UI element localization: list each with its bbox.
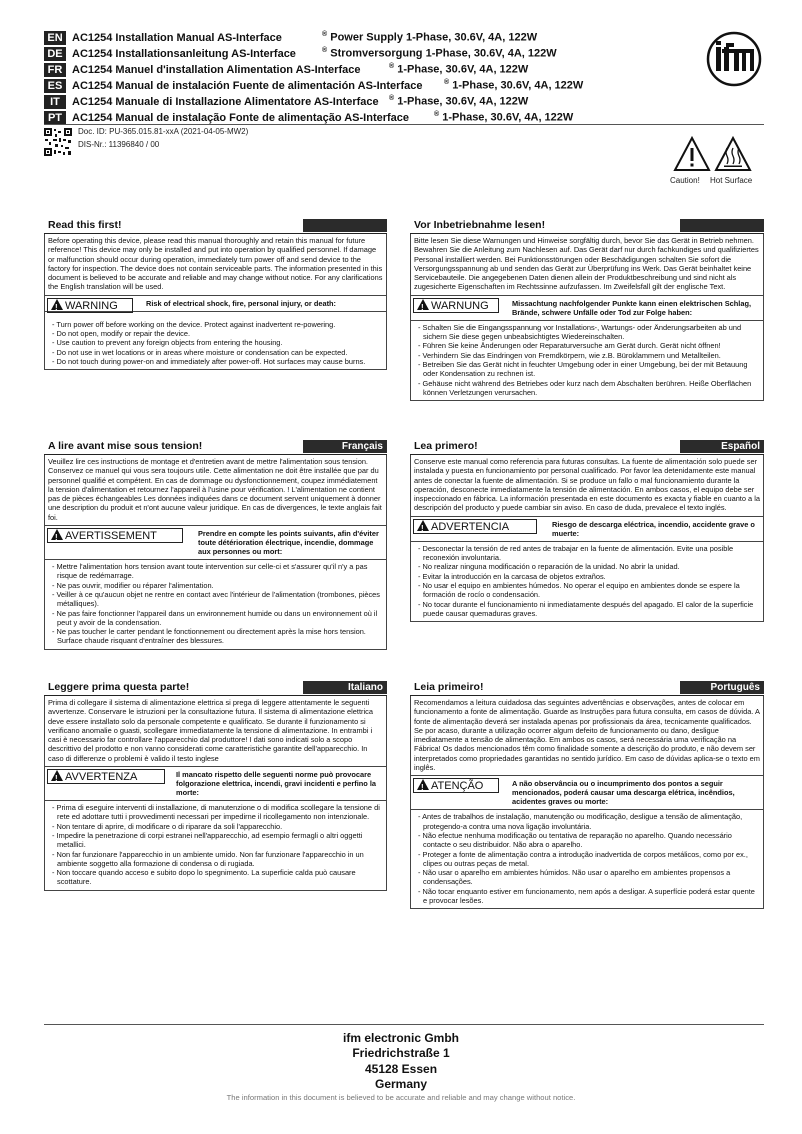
header-line-it: IT AC1254 Manuale di Installazione Alimentatore AS-Interface ® 1-Phase, 30.6V, 4A, 122W	[44, 95, 379, 111]
company-city: 45128 Essen	[364, 1062, 438, 1076]
list-item: - Turn power off before working on the device. Protect against inadvertent re-powering.	[52, 319, 336, 329]
language-tag	[303, 219, 387, 232]
list-item: - Não efectue nenhuma modificação ou tentativa de reparação no aparelho. Quando necessário contacte o seu distribuidor. Não abra o aparelho.	[418, 830, 732, 850]
warning-text: Il mancato rispetto delle seguenti norme può provocare folgorazione elettrica, incendi, gravi incidenti e perfino la morte:	[176, 770, 376, 798]
section-intro: Bitte lesen Sie diese Warnungen und Hinweise sorgfältig durch, bevor Sie das Gerät in Betrieb nehmen. Bewahren Sie die Anleitung zum Nachlesen auf. Das Gerät darf nur durch fachkundiges und qualifiziertes Personal installiert werden. Bei Funktionsstörungen oder Beschädigungen schalten Sie sofort die Versorgungsspannung ab und senden das Gerät zur Überprüfung ins Werk. Das Gerät beinhaltet keine Servicebauteile. Die angegebenen Daten dienen allein der Produktbeschreibung und sind nicht als zugesicherte Eigenschaften im Rechtssinne aufzufassen. Im Zweifelsfall gilt der englische Text.	[414, 236, 759, 292]
section-en	[44, 219, 387, 370]
list-item: - Não usar o aparelho em ambientes húmidos. Não usar o aparelho em ambientes propensos a condensações.	[418, 868, 731, 887]
list-item: - No realizar ninguna modificación o reparación de la unidad. No abrir la unidad.	[418, 562, 680, 572]
warning-triangle-icon: !	[51, 770, 63, 781]
section-de	[410, 219, 764, 401]
list-item: - Führen Sie keine Änderungen oder Reparaturversuche am Gerät durch. Gerät nicht öffnen!	[418, 341, 721, 351]
list-item: - Mettre l'alimentation hors tension avant toute intervention sur celle-ci et s'assurer qu'il n'y a pas risque de redémarrage.	[52, 562, 368, 581]
header-line-en: EN AC1254 Installation Manual AS-Interface ® Power Supply 1-Phase, 30.6V, 4A, 122W	[44, 31, 282, 47]
dis-number: DIS-Nr.: 11396840 / 00	[78, 140, 160, 149]
list-item: - Antes de trabalhos de instalação, manutenção ou modificação, desligue a tensão de alimentação, protegendo-a contra uma nova ligação involuntária.	[418, 812, 743, 831]
warning-list	[414, 323, 760, 397]
lang-code: IT	[44, 95, 66, 109]
language-tag: Español	[680, 440, 764, 453]
warning-badge: ! AVERTISSEMENT	[47, 528, 183, 543]
warning-triangle-icon: !	[417, 299, 429, 310]
warning-badge: ! AVVERTENZA	[47, 769, 165, 784]
section-title: Lea primero!	[414, 440, 478, 452]
caution-warning-icon	[673, 136, 711, 172]
header-line-fr: FR AC1254 Manuel d'installation Alimentation AS-Interface ® 1-Phase, 30.6V, 4A, 122W	[44, 63, 360, 79]
warning-triangle-icon: !	[417, 779, 429, 790]
qr-code-icon	[44, 128, 72, 156]
list-item: - Non toccare quando acceso e subito dopo lo spegnimento. La superficie calda può causare scottature.	[52, 868, 356, 887]
section-intro: Recomendamos a leitura cuidadosa das seguintes advertências e observações, antes de colocar em funcionamento a fonte de alimentação. Guarde as Instruções para futura consulta, em casos de dúvida. A fonte de alimentação deverá ser instalada apenas por profissionais da área, tecnicamente qualificados. Se por acaso, durante a utilização ocorrer algum defeito de funcionamento ou dano, desligue imediatamente a tensão de alimentação. Em ambos os casos, será necessária uma verificação na Fábrica! Os dados mencionados têm como finalidade somente a descrição do produto, e não devem ser interpretados como propriedades garantidas no sentido jurídico. Em caso de dúvidas aplica-se o texto em inglês.	[414, 698, 760, 773]
list-item: - Gehäuse nicht während des Betriebes oder kurz nach dem Abschalten berühren. Heiße Oberflächen können Verletzungen verursachen.	[418, 378, 752, 397]
list-item: - Veiller à ce qu'aucun objet ne rentre en contact avec l'intérieur de l'alimentation (trombones, pièces métalliques).	[52, 589, 380, 609]
hot-surface-label: Hot Surface	[710, 176, 753, 185]
section-title: Read this first!	[48, 219, 122, 231]
language-tag: Italiano	[303, 681, 387, 694]
header-rule	[44, 124, 764, 125]
company-name: ifm electronic Gmbh	[342, 1031, 460, 1045]
disclaimer: The information in this document is believed to be accurate and reliable and may change without notice.	[226, 1093, 576, 1102]
section-title: Leggere prima questa parte!	[48, 681, 190, 693]
list-item: - Não tocar enquanto estiver em funcionamento, nem após a desligar. A superfície poderá estar quente e provocar lesões.	[418, 886, 755, 906]
list-item: - Schalten Sie die Eingangsspannung vor Installations-, Wartungs- oder Änderungsarbeiten ab und sichern Sie diese gegen unbeabsichtigtes Wiedereinschalten.	[418, 322, 742, 342]
warning-list	[48, 562, 383, 646]
list-item: - Do not open, modify or repair the device.	[52, 329, 191, 339]
lang-code: DE	[44, 47, 66, 61]
hot-surface-icon	[714, 136, 752, 172]
warning-list	[48, 320, 383, 366]
warning-badge: ! ADVERTENCIA	[413, 519, 537, 534]
lang-code: FR	[44, 63, 66, 77]
caution-label: Caution!	[670, 176, 700, 185]
list-item: - Impedire la penetrazione di corpi estranei nell'apparecchio, ad esempio fermagli o altri oggetti metallici.	[52, 830, 363, 850]
warning-text: Prendre en compte les points suivants, afin d'éviter toute détérioration électrique, incendie, dommage aux personnes ou mort:	[198, 529, 379, 557]
lang-code: EN	[44, 31, 66, 45]
section-intro: Conserve este manual como referencia para futuras consultas. La fuente de alimentación solo puede ser instalada y puesta en funcionamiento por personal cualificado. Por favor lea detenidamente este manual antes de conectar la fuente de alimentación. Si se produce un fallo o mal funcionamiento durante la operación, desconecte inmediatamente la tensión de alimentación. En ambos casos, el equipo debe ser inspeccionado en fábrica. La información presentada en este documento es exacta y fiable en cuanto a la descripción del producto y puede cambiar sin aviso. En caso de duda, prevalece el texto inglés.	[414, 457, 760, 513]
header-line-de: DE AC1254 Installationsanleitung AS-Interface ® Stromversorgung 1-Phase, 30.6V, 4A, 122W	[44, 47, 296, 63]
list-item: - Proteger a fonte de alimentação contra a introdução inadvertida de corpos metálicos, como por ex., clipes ou outras peças de metal.	[418, 849, 748, 868]
warning-triangle-icon: !	[51, 529, 63, 540]
company-country: Germany	[374, 1077, 428, 1091]
warning-badge: ! WARNUNG	[413, 298, 499, 313]
section-title: A lire avant mise sous tension!	[48, 440, 203, 452]
list-item: - Ne pas toucher le carter pendant le fonctionnement ou directement après la mise hors tension. Surface chaude risquant d'entraîner des blessures.	[52, 627, 366, 646]
section-it	[44, 681, 387, 891]
list-item: - Evitar la introducción en la carcasa de objetos extraños.	[418, 571, 606, 581]
list-item: - Ne pas ouvrir, modifier ou réparer l'alimentation.	[52, 580, 214, 590]
language-tag: Português	[680, 681, 764, 694]
list-item: - Desconectar la tensión de red antes de trabajar en la fuente de alimentación. Evite una posible reconexión involuntaria.	[418, 543, 734, 563]
section-intro: Prima di collegare il sistema di alimentazione elettrica si prega di leggere attentamente le seguenti avvertenze. Conservare le istruzioni per la consultazione futura. Il sistema di alimentazione elettrica deve essere installato solo da personale competente e qualificato. Se durante il funzionamento si verificano anomalie o guasti, scollegare immediatamente la tensione di alimentazione. In entrambi i casi è necessario far controllare l'apparecchio dal produttore! I dati sono indicati solo a scopo descrittivo del prodotto e non vanno considerati come caratteristiche garantite dell'apparecchio. In caso di differenze o problemi è valido il testo inglese	[48, 698, 373, 763]
warning-badge: ! WARNING	[47, 298, 133, 313]
doc-id: Doc. ID: PU-365.015.81-xxA (2021-04-05-MW2)	[78, 127, 249, 136]
section-es	[410, 440, 764, 622]
company-street: Friedrichstraße 1	[352, 1046, 450, 1060]
list-item: - Verhindern Sie das Eindringen von Fremdkörpern, wie z.B. Büroklammern und Metallteilen.	[418, 350, 721, 360]
lang-code: ES	[44, 79, 66, 93]
section-fr	[44, 440, 387, 650]
warning-list	[414, 544, 760, 618]
list-item: - No tocar durante el funcionamiento ni inmediatamente después del apagado. El calor de la superficie puede causar quemaduras graves.	[418, 599, 754, 618]
section-intro: Veuillez lire ces instructions de montage et d'entretien avant de mettre l'alimentation sous tension. Conservez ce manuel qui vous sera toujours utile. Cette alimentation ne doit être installée que par du personnel qualifié et compétent. En cas de dommage ou dysfonctionnement, coupez immédiatement la tension d'alimentation et retournez l'appareil à l'usine pour vérification. ! L'alimentation ne contient pas de pièces échangeables Les données indiquées dans ce document servent uniquement à donner une description du produit et n'ont aucune valeur juridique. En cas de divergences, le texte anglais fait foi.	[48, 457, 382, 522]
warning-text: Risk of electrical shock, fire, personal injury, or death:	[146, 298, 337, 308]
list-item: - Prima di eseguire interventi di installazione, di manutenzione o di modifica scollegare la tensione di rete ed adottare tutti i provvedimenti necessari per impedirne il ricollegamento non intenzionale.	[52, 803, 380, 822]
footer-rule	[44, 1024, 764, 1025]
section-pt	[410, 681, 764, 909]
list-item: - Do not use in wet locations or in areas where moisture or condensation can be expected.	[52, 347, 348, 357]
warning-text: Riesgo de descarga eléctrica, incendio, accidente grave o muerte:	[552, 519, 755, 538]
list-item: - Ne pas faire fonctionner l'appareil dans un environnement humide ou dans un environnement où il peut y avoir de la condensation.	[52, 608, 378, 627]
list-item: - Use caution to prevent any foreign objects from entering the housing.	[52, 338, 283, 348]
list-item: - Non far funzionare l'apparecchio in un ambiente umido. Non far funzionare l'apparecchio in un ambiente soggetto alla formazione di condensa o di rugiada.	[52, 849, 364, 868]
list-item: - Non tentare di aprire, di modificare o di riparare da soli l'apparecchio.	[52, 821, 283, 831]
header-line-es: ES AC1254 Manual de instalación Fuente de alimentación AS-Interface ® 1-Phase, 30.6V, 4A, 122W	[44, 79, 422, 95]
warning-triangle-icon: !	[51, 299, 63, 310]
list-item: - Do not touch during power-on and immediately after power-off. Hot surfaces may cause burns.	[52, 356, 366, 366]
warning-list	[414, 812, 760, 905]
section-title: Leia primeiro!	[414, 681, 484, 693]
warning-list	[48, 803, 383, 887]
warning-badge: ! ATENÇÃO	[413, 778, 499, 793]
ifm-logo-icon	[706, 31, 762, 87]
section-intro: Before operating this device, please read this manual thoroughly and retain this manual for future reference! This device may only be installed and put into operation by qualified personnel. If damage or malfunction should occur during operation, immediately turn power off and send device to the factory for inspection. The device does not contain serviceable parts. The information presented in this document is believed to be accurate and reliable and may change without notice. For any clarifications the English translation will be used.	[48, 236, 383, 292]
warning-text: Missachtung nachfolgender Punkte kann einen elektrischen Schlag, Brände, schwere Unfälle oder Tod zur Folge haben:	[512, 298, 752, 317]
section-title: Vor Inbetriebnahme lesen!	[414, 219, 546, 231]
warning-triangle-icon: !	[417, 520, 429, 531]
lang-code: PT	[44, 111, 66, 125]
warning-text: A não observância ou o incumprimento dos pontos a seguir mencionados, poderá causar uma descarga elétrica, incêndios, acidentes graves ou morte:	[512, 779, 735, 807]
list-item: - No usar el equipo en ambientes húmedos. No operar el equipo en ambientes donde se espere la formación de rocío o condensación.	[418, 580, 740, 600]
language-tag	[680, 219, 764, 232]
list-item: - Betreiben Sie das Gerät nicht in feuchter Umgebung oder in einer Umgebung, bei der mit Betauung oder Kondensation zu rechnen ist.	[418, 359, 748, 379]
header-line-pt: PT AC1254 Manual de instalação Fonte de alimentação AS-Interface ® 1-Phase, 30.6V, 4A, 122W	[44, 111, 409, 127]
language-tag: Français	[303, 440, 387, 453]
